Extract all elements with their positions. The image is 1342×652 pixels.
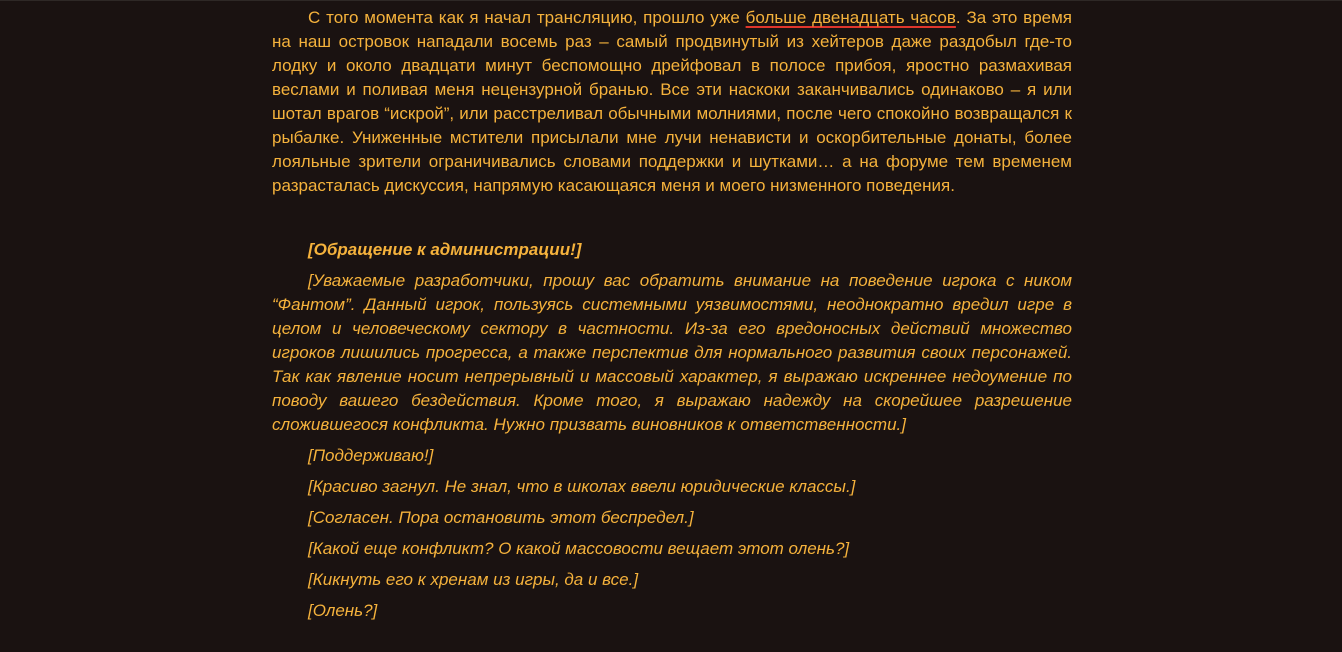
forum-reply: [Красиво загнул. Не знал, что в школах ввели юридические классы.] bbox=[308, 477, 856, 496]
forum-reply: [Олень?] bbox=[308, 601, 378, 620]
forum-reply: [Какой еще конфликт? О какой массовости вещает этот олень?] bbox=[308, 539, 850, 558]
forum-post-body: [Уважаемые разработчики, прошу вас обратить внимание на поведение игрока с ником “Фантом”. Данный игрок, пользуясь системными уязвимостями, неоднократно вредил игре в целом и человеческому сектору в частности. Из-за его вредоносных действий множество игроков лишились прогресса, а также перспектив для нормального развития своих персонажей. Так как явление носит непрерывный и массовый характер, я выражаю искреннее недоумение по поводу вашего бездействия. Кроме того, я выражаю надежду на скорейшее разрешение сложившегося конфликта. Нужно призвать виновников к ответственности.] bbox=[272, 271, 1072, 434]
forum-reply: [Кикнуть его к хренам из игры, да и все.] bbox=[308, 570, 639, 589]
forum-reply: [Поддерживаю!] bbox=[308, 446, 434, 465]
narrative-paragraph bbox=[272, 6, 1072, 198]
spellcheck-underlined-phrase[interactable]: больше двенадцать часов bbox=[745, 8, 956, 27]
forum-reply: [Согласен. Пора остановить этот беспредел.] bbox=[308, 508, 694, 527]
forum-post-title: [Обращение к администрации!] bbox=[308, 240, 582, 259]
narrative-text-start: С того момента как я начал трансляцию, прошло уже bbox=[308, 8, 746, 27]
section-gap bbox=[272, 198, 1072, 238]
reader-page bbox=[272, 6, 1072, 630]
narrative-text-end: . За это время на наш островок нападали восемь раз – самый продвинутый из хейтеров даже раздобыл где-то лодку и около двадцати минут беспомощно дрейфовал в полосе прибоя, яростно размахивая веслами и поливая меня нецензурной бранью. Все эти наскоки заканчивались одинаково – я или шотал врагов “искрой”, или расстреливал обычными молниями, после чего спокойно возвращался к рыбалке. Униженные мстители присылали мне лучи ненависти и оскорбительные донаты, более лояльные зрители ограничивались словами поддержки и шутками… а на форуме тем временем разрасталась дискуссия, напрямую касающаяся меня и моего низменного поведения. bbox=[272, 8, 1072, 195]
